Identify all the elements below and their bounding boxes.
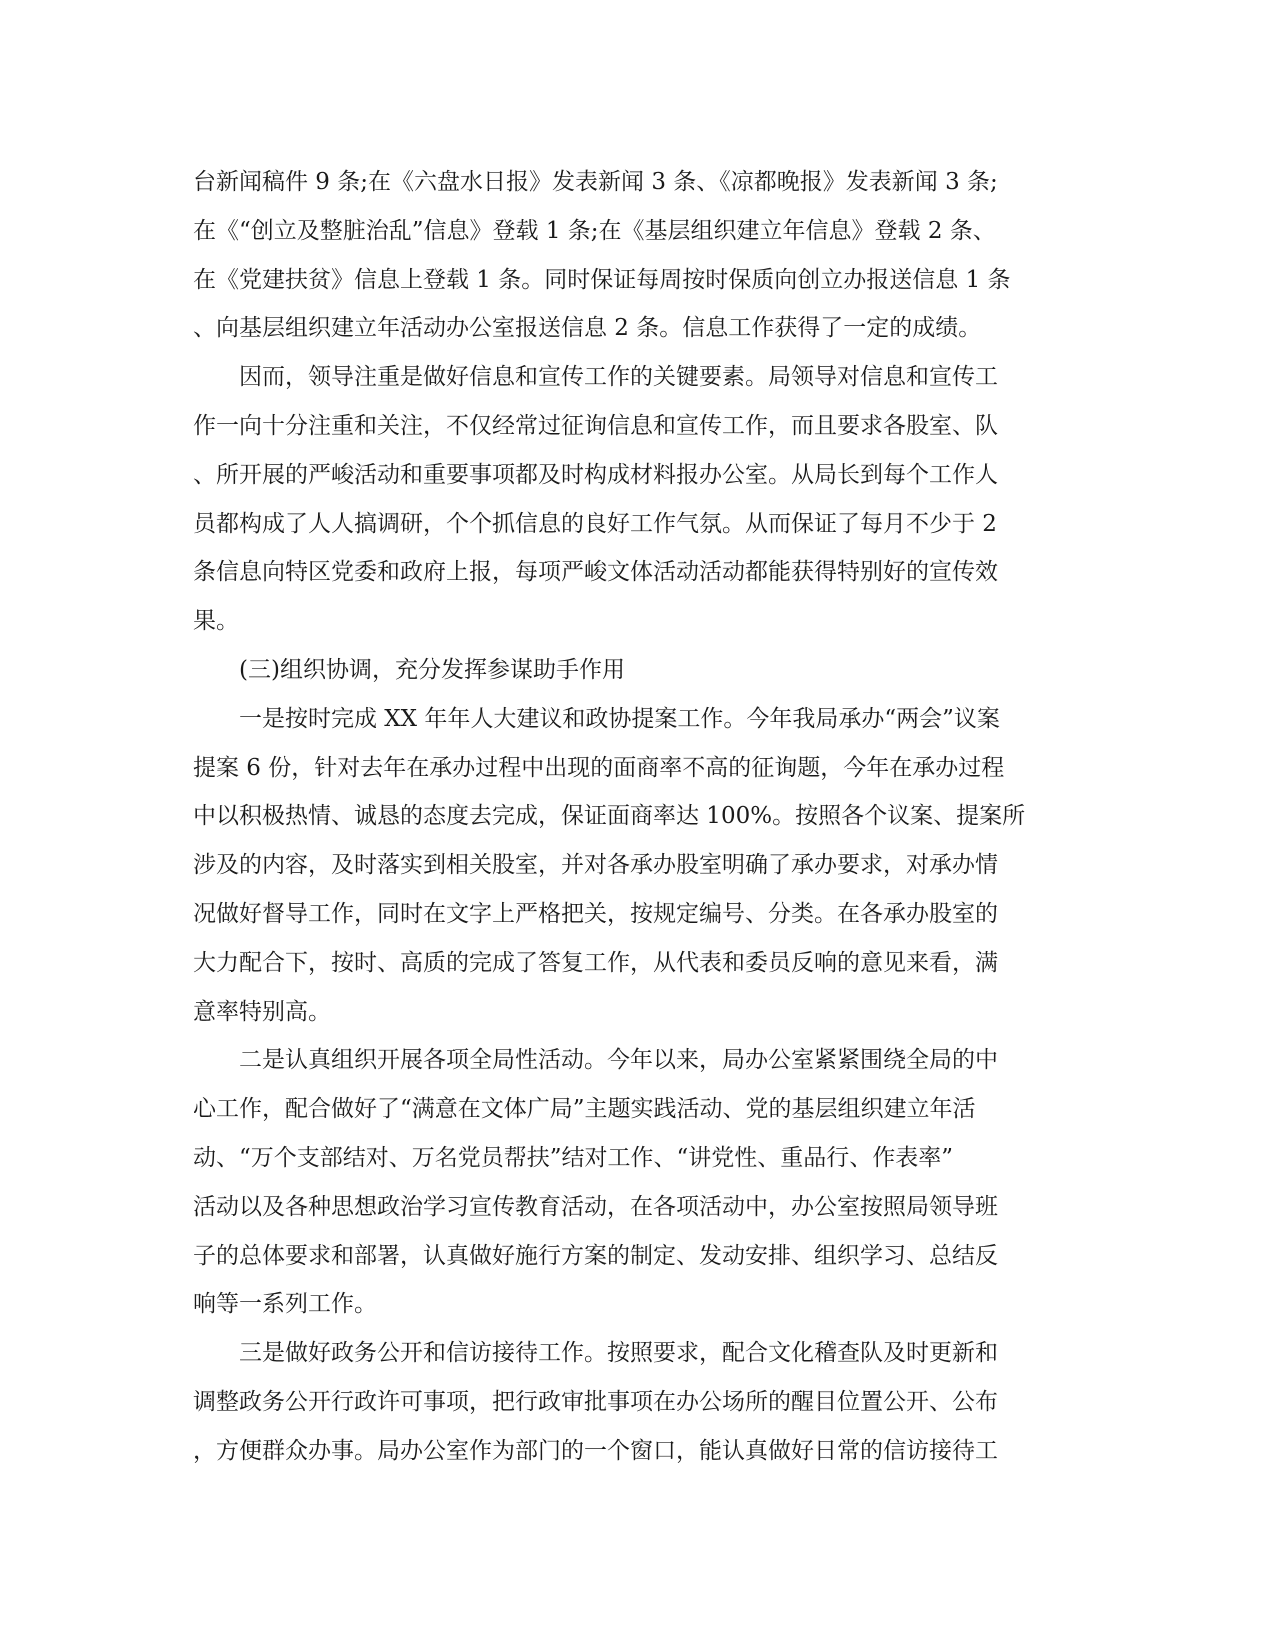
text-line: 调整政务公开行政许可事项，把行政审批事项在办公场所的醒目位置公开、公布 [193,1388,998,1415]
text-line: 心工作，配合做好了“满意在文体广局”主题实践活动、党的基层组织建立年活 [193,1096,976,1123]
text-line: 在《党建扶贫》信息上登载 1 条。同时保证每周按时保质向创立办报送信息 1 条 [193,266,1011,293]
text-line: ，方便群众办事。局办公室作为部门的一个窗口，能认真做好日常的信访接待工 [193,1437,998,1464]
text-line: 况做好督导工作，同时在文字上严格把关，按规定编号、分类。在各承办股室的 [193,900,998,927]
paragraph-start-line: 一是按时完成 XX 年年人大建议和政协提案工作。今年我局承办“两会”议案 [239,705,1000,732]
paragraph-start-line: 二是认真组织开展各项全局性活动。今年以来，局办公室紧紧围绕全局的中 [239,1047,998,1074]
text-line: 、向基层组织建立年活动办公室报送信息 2 条。信息工作获得了一定的成绩。 [193,315,982,342]
text-line: 子的总体要求和部署，认真做好施行方案的制定、发动安排、组织学习、总结反 [193,1242,998,1269]
text-line: 中以积极热情、诚恳的态度去完成，保证面商率达 100%。按照各个议案、提案所 [193,803,1026,830]
text-line: 员都构成了人人搞调研，个个抓信息的良好工作气氛。从而保证了每月不少于 2 [193,510,997,537]
text-line: 台新闻稿件 9 条;在《六盘水日报》发表新闻 3 条、《凉都晚报》发表新闻 3 条; [193,169,998,195]
text-line: 活动以及各种思想政治学习宣传教育活动，在各项活动中，办公室按照局领导班 [193,1193,998,1220]
text-line: 意率特别高。 [193,998,331,1025]
document-body [193,158,1083,1476]
paragraph-start-line: 三是做好政务公开和信访接待工作。按照要求，配合文化稽查队及时更新和 [239,1340,998,1367]
paragraph-start-line: 因而，领导注重是做好信息和宣传工作的关键要素。局领导对信息和宣传工 [239,364,998,391]
text-line: 大力配合下，按时、高质的完成了答复工作，从代表和委员反响的意见来看，满 [193,949,998,976]
text-line: 动、“万个支部结对、万名党员帮扶”结对工作、“讲党性、重品行、作表率” [193,1144,954,1171]
text-line: 涉及的内容，及时落实到相关股室，并对各承办股室明确了承办要求，对承办情 [193,852,998,879]
text-line: 果。 [193,608,239,635]
text-line: 条信息向特区党委和政府上报，每项严峻文体活动活动都能获得特别好的宣传效 [193,559,998,586]
section-heading: (三)组织协调，充分发挥参谋助手作用 [239,656,625,683]
text-line: 、所开展的严峻活动和重要事项都及时构成材料报办公室。从局长到每个工作人 [193,461,998,488]
text-line: 在《“创立及整脏治乱”信息》登载 1 条;在《基层组织建立年信息》登载 2 条、 [193,217,996,244]
text-line: 响等一系列工作。 [193,1291,377,1318]
text-line: 作一向十分注重和关注，不仅经常过征询信息和宣传工作，而且要求各股室、队 [193,412,998,439]
text-line: 提案 6 份，针对去年在承办过程中出现的面商率不高的征询题，今年在承办过程 [193,754,1005,781]
